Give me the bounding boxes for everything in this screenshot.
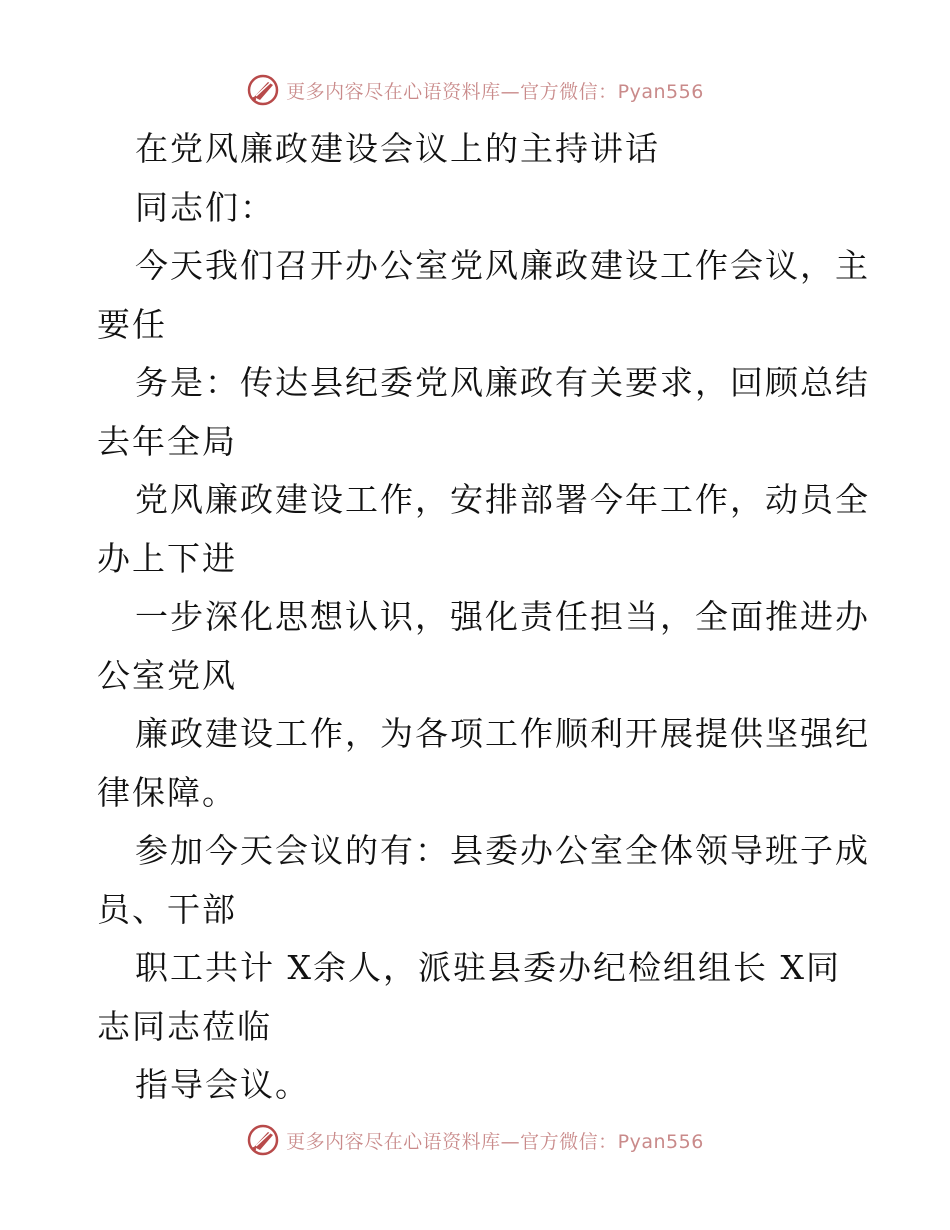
- document-body: [97, 120, 870, 1115]
- footer-watermark: [0, 1120, 950, 1160]
- text-line: 志同志莅临: [97, 1006, 272, 1046]
- text-line: 要任: [97, 304, 167, 344]
- text-line: 员、干部: [97, 889, 237, 929]
- watermark-text: 更多内容尽在心语资料库—官方微信：Pyan556: [286, 80, 704, 103]
- text-line: 党风廉政建设工作，安排部署今年工作，动员全: [135, 480, 870, 519]
- watermark-text: 更多内容尽在心语资料库—官方微信：Pyan556: [286, 1130, 704, 1153]
- text-line: 今天我们召开办公室党风廉政建设工作会议，主: [135, 246, 870, 285]
- text-line: 务是：传达县纪委党风廉政有关要求，回顾总结: [135, 363, 870, 402]
- pen-nib-logo-icon: [246, 73, 280, 107]
- document-title: 在党风廉政建设会议上的主持讲话: [135, 129, 660, 168]
- text-line: 同志们：: [135, 187, 275, 227]
- text-line: 参加今天会议的有：县委办公室全体领导班子成: [135, 831, 870, 870]
- text-line: 指导会议。: [135, 1065, 310, 1104]
- header-watermark: [0, 70, 950, 110]
- text-line: 廉政建设工作，为各项工作顺利开展提供坚强纪: [135, 714, 870, 753]
- text-line: 一步深化思想认识，强化责任担当，全面推进办: [135, 597, 870, 636]
- text-line: 律保障。: [97, 772, 237, 812]
- text-line: 去年全局: [97, 421, 237, 461]
- pen-nib-logo-icon: [246, 1123, 280, 1157]
- text-line: 公室党风: [97, 655, 237, 695]
- text-line: 办上下进: [97, 538, 237, 578]
- text-line: 职工共计 X余人，派驻县委办纪检组组长 X同: [135, 948, 841, 987]
